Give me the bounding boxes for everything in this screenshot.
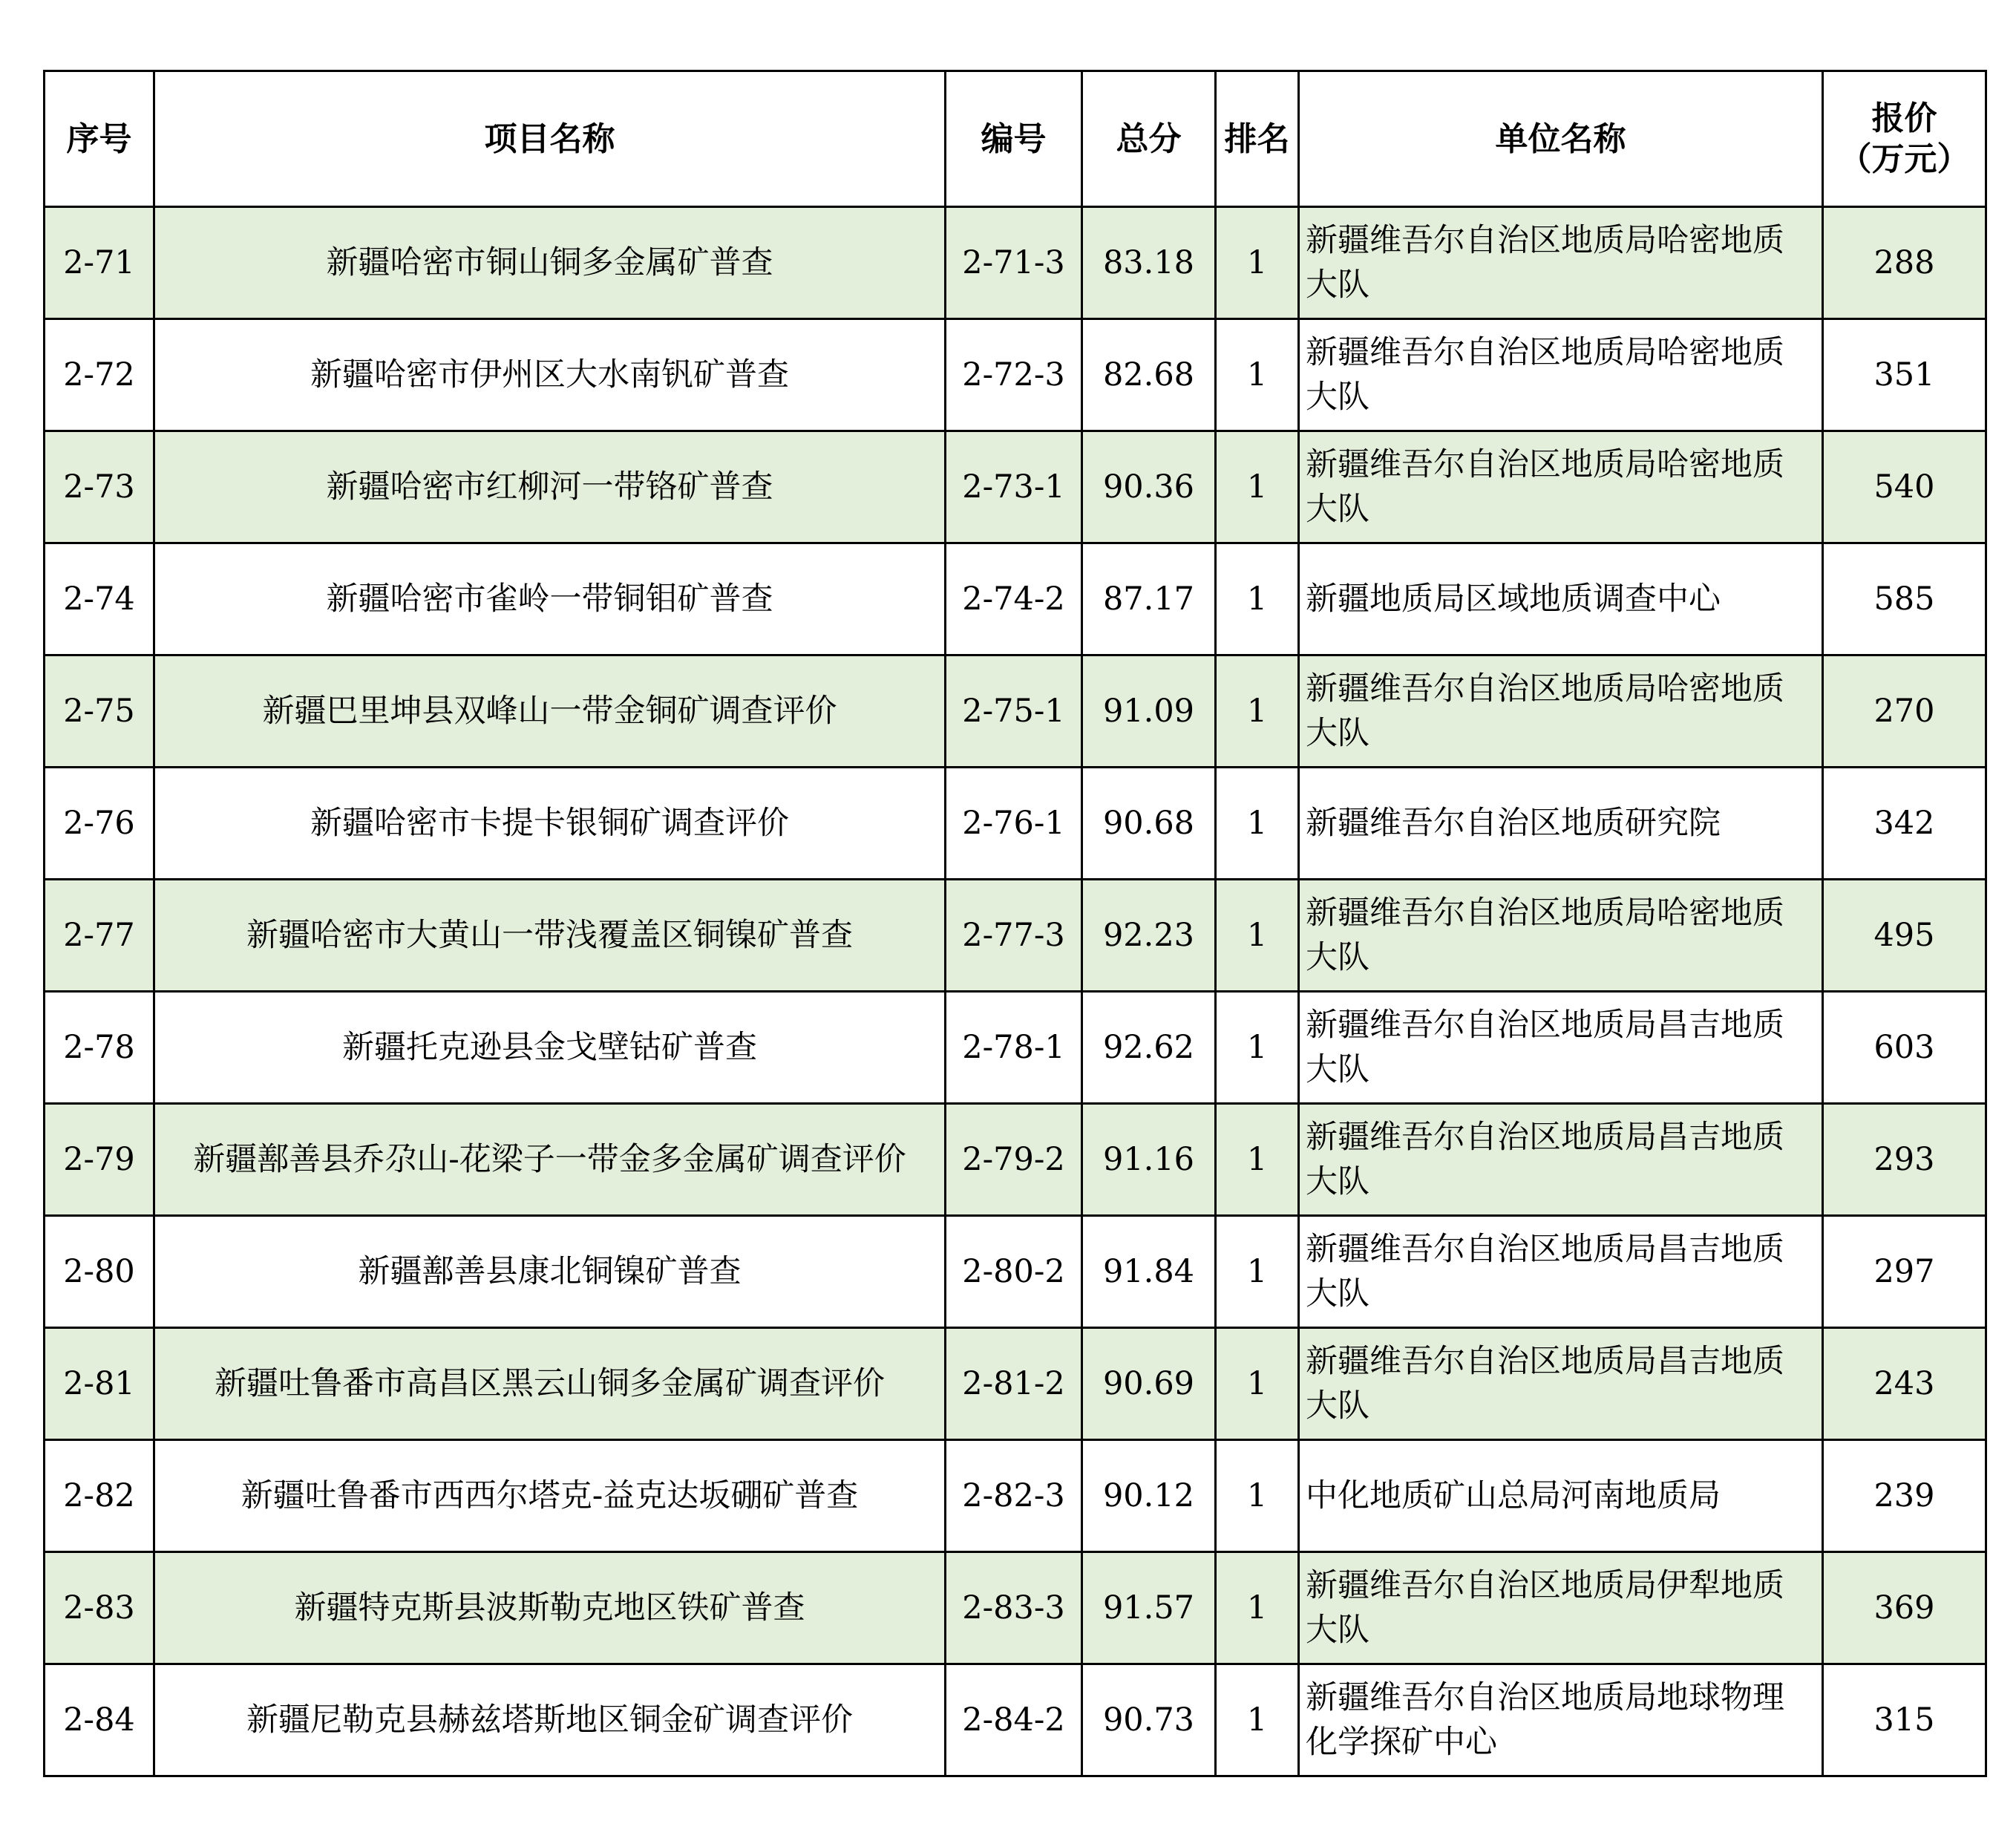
cell-rank: 1 [1216,1664,1299,1776]
cell-project: 新疆尼勒克县赫兹塔斯地区铜金矿调查评价 [154,1664,946,1776]
cell-price: 351 [1823,319,1986,431]
cell-code: 2-72-3 [946,319,1082,431]
cell-rank: 1 [1216,1440,1299,1552]
cell-code: 2-74-2 [946,543,1082,655]
cell-score: 87.17 [1082,543,1216,655]
cell-project: 新疆哈密市大黄山一带浅覆盖区铜镍矿普查 [154,880,946,992]
cell-code: 2-82-3 [946,1440,1082,1552]
cell-seq: 2-77 [45,880,154,992]
cell-price: 239 [1823,1440,1986,1552]
cell-price: 603 [1823,992,1986,1104]
cell-rank: 1 [1216,655,1299,768]
cell-seq: 2-83 [45,1552,154,1664]
cell-price: 495 [1823,880,1986,992]
cell-project: 新疆吐鲁番市西西尔塔克-益克达坂硼矿普查 [154,1440,946,1552]
cell-seq: 2-76 [45,768,154,880]
cell-seq: 2-75 [45,655,154,768]
table-row [45,319,1986,431]
cell-unit: 新疆维吾尔自治区地质局昌吉地质大队 [1299,1328,1823,1440]
cell-price: 540 [1823,431,1986,543]
cell-rank: 1 [1216,880,1299,992]
cell-project: 新疆吐鲁番市高昌区黑云山铜多金属矿调查评价 [154,1328,946,1440]
header-unit: 单位名称 [1299,71,1823,207]
cell-project: 新疆鄯善县乔尕山-花梁子一带金多金属矿调查评价 [154,1104,946,1216]
cell-project: 新疆巴里坤县双峰山一带金铜矿调查评价 [154,655,946,768]
cell-project: 新疆哈密市红柳河一带铬矿普查 [154,431,946,543]
cell-score: 91.57 [1082,1552,1216,1664]
cell-code: 2-75-1 [946,655,1082,768]
cell-code: 2-81-2 [946,1328,1082,1440]
cell-unit: 新疆维吾尔自治区地质局昌吉地质大队 [1299,1216,1823,1328]
header-price-line2: （万元） [1839,140,1970,178]
cell-seq: 2-82 [45,1440,154,1552]
cell-price: 315 [1823,1664,1986,1776]
cell-price: 293 [1823,1104,1986,1216]
cell-score: 91.84 [1082,1216,1216,1328]
cell-score: 90.36 [1082,431,1216,543]
cell-seq: 2-72 [45,319,154,431]
cell-project: 新疆哈密市雀岭一带铜钼矿普查 [154,543,946,655]
cell-rank: 1 [1216,319,1299,431]
cell-unit: 新疆维吾尔自治区地质局哈密地质大队 [1299,880,1823,992]
cell-rank: 1 [1216,1328,1299,1440]
cell-score: 91.16 [1082,1104,1216,1216]
cell-unit: 新疆维吾尔自治区地质局哈密地质大队 [1299,319,1823,431]
cell-code: 2-77-3 [946,880,1082,992]
cell-project: 新疆哈密市卡提卡银铜矿调查评价 [154,768,946,880]
header-score: 总分 [1082,71,1216,207]
cell-rank: 1 [1216,207,1299,319]
table-row [45,880,1986,992]
cell-seq: 2-78 [45,992,154,1104]
cell-score: 82.68 [1082,319,1216,431]
cell-unit: 新疆地质局区域地质调查中心 [1299,543,1823,655]
cell-seq: 2-80 [45,1216,154,1328]
cell-unit: 新疆维吾尔自治区地质局昌吉地质大队 [1299,992,1823,1104]
table-row [45,1664,1986,1776]
cell-unit: 中化地质矿山总局河南地质局 [1299,1440,1823,1552]
cell-unit: 新疆维吾尔自治区地质局地球物理化学探矿中心 [1299,1664,1823,1776]
cell-price: 369 [1823,1552,1986,1664]
cell-project: 新疆特克斯县波斯勒克地区铁矿普查 [154,1552,946,1664]
cell-unit: 新疆维吾尔自治区地质局哈密地质大队 [1299,207,1823,319]
cell-score: 91.09 [1082,655,1216,768]
cell-seq: 2-71 [45,207,154,319]
table-row [45,1216,1986,1328]
table-row [45,1104,1986,1216]
header-seq: 序号 [45,71,154,207]
table-row [45,207,1986,319]
cell-project: 新疆托克逊县金戈壁钴矿普查 [154,992,946,1104]
table-row [45,1440,1986,1552]
cell-rank: 1 [1216,1216,1299,1328]
cell-score: 92.62 [1082,992,1216,1104]
cell-unit: 新疆维吾尔自治区地质局哈密地质大队 [1299,431,1823,543]
cell-rank: 1 [1216,1552,1299,1664]
cell-project: 新疆鄯善县康北铜镍矿普查 [154,1216,946,1328]
cell-score: 83.18 [1082,207,1216,319]
cell-price: 270 [1823,655,1986,768]
cell-price: 585 [1823,543,1986,655]
header-row [45,71,1986,207]
cell-price: 297 [1823,1216,1986,1328]
cell-price: 288 [1823,207,1986,319]
cell-code: 2-79-2 [946,1104,1082,1216]
cell-rank: 1 [1216,1104,1299,1216]
table-row [45,1552,1986,1664]
cell-rank: 1 [1216,543,1299,655]
cell-seq: 2-74 [45,543,154,655]
cell-unit: 新疆维吾尔自治区地质局哈密地质大队 [1299,655,1823,768]
cell-score: 92.23 [1082,880,1216,992]
cell-price: 243 [1823,1328,1986,1440]
table-row [45,655,1986,768]
cell-unit: 新疆维吾尔自治区地质局伊犁地质大队 [1299,1552,1823,1664]
table-row [45,992,1986,1104]
cell-score: 90.12 [1082,1440,1216,1552]
table-row [45,768,1986,880]
cell-score: 90.68 [1082,768,1216,880]
cell-seq: 2-84 [45,1664,154,1776]
table-row [45,543,1986,655]
cell-score: 90.73 [1082,1664,1216,1776]
header-price [1823,71,1986,207]
cell-code: 2-80-2 [946,1216,1082,1328]
table-row [45,1328,1986,1440]
cell-price: 342 [1823,768,1986,880]
cell-rank: 1 [1216,768,1299,880]
cell-code: 2-73-1 [946,431,1082,543]
cell-code: 2-83-3 [946,1552,1082,1664]
cell-seq: 2-81 [45,1328,154,1440]
cell-score: 90.69 [1082,1328,1216,1440]
cell-seq: 2-73 [45,431,154,543]
cell-unit: 新疆维吾尔自治区地质局昌吉地质大队 [1299,1104,1823,1216]
cell-code: 2-76-1 [946,768,1082,880]
header-price-line1: 报价 [1871,99,1937,137]
cell-unit: 新疆维吾尔自治区地质研究院 [1299,768,1823,880]
header-project: 项目名称 [154,71,946,207]
cell-code: 2-78-1 [946,992,1082,1104]
cell-code: 2-71-3 [946,207,1082,319]
cell-seq: 2-79 [45,1104,154,1216]
table-row [45,431,1986,543]
cell-project: 新疆哈密市铜山铜多金属矿普查 [154,207,946,319]
header-code: 编号 [946,71,1082,207]
cell-code: 2-84-2 [946,1664,1082,1776]
cell-rank: 1 [1216,992,1299,1104]
cell-project: 新疆哈密市伊州区大水南钒矿普查 [154,319,946,431]
results-table [43,70,1987,1777]
cell-rank: 1 [1216,431,1299,543]
header-rank: 排名 [1216,71,1299,207]
